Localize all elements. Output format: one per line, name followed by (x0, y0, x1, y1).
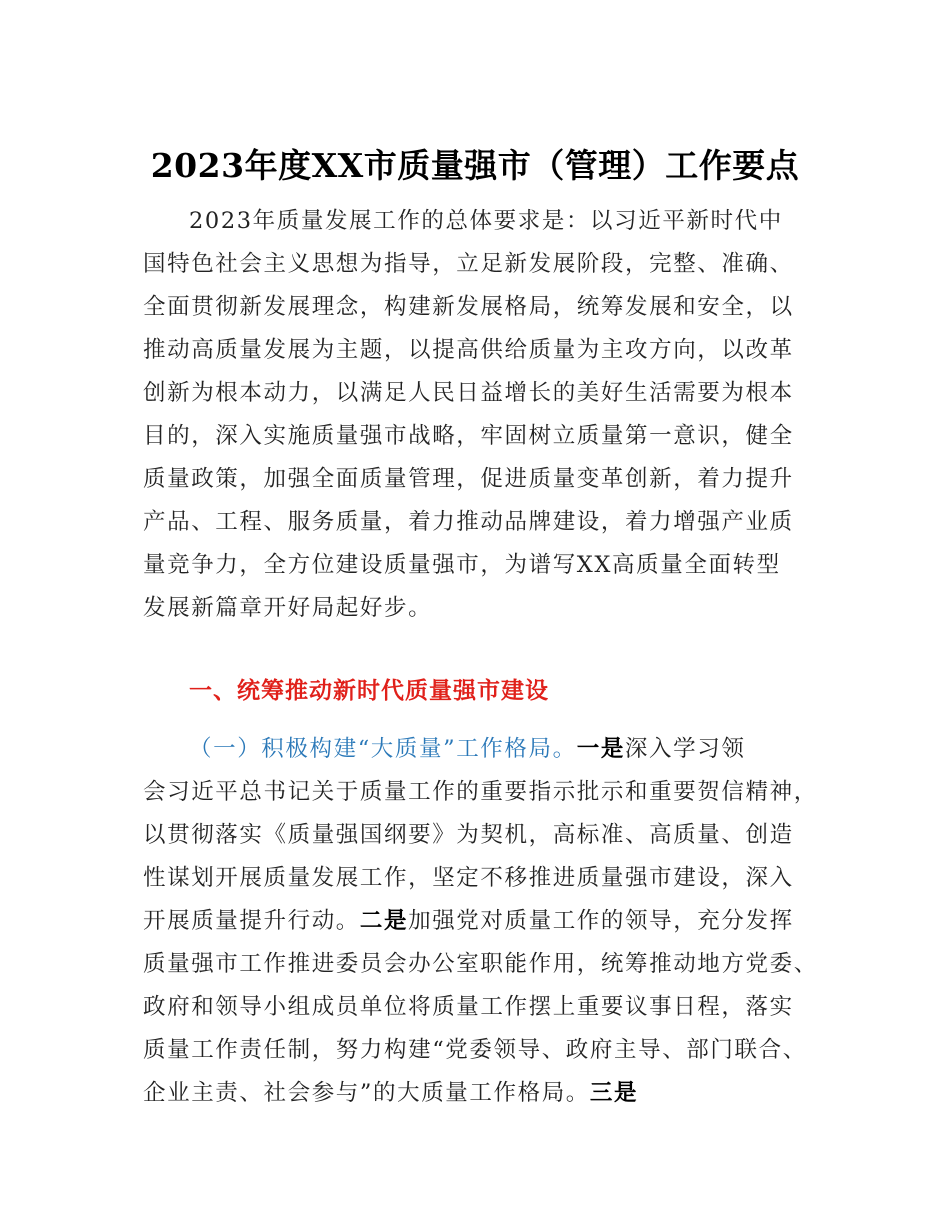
intro-line: 目的，深入实施质量强市战略，牢固树立质量第一意识，健全 (143, 423, 794, 449)
intro-line: 发展新篇章开好局起好步。 (143, 595, 433, 621)
section-line (143, 1072, 843, 1115)
sub-heading: （一）积极构建“大质量”工作格局。 (189, 736, 577, 762)
point-marker: 一是 (576, 736, 625, 762)
section-text: 深入学习领 (624, 736, 746, 762)
section-line: 质量强市工作推进委员会办公室职能作用，统筹推动地方党委、 (143, 951, 818, 977)
intro-line: 推动高质量发展为主题，以提高供给质量为主攻方向，以改革 (143, 337, 794, 363)
intro-line: 质量政策，加强全面质量管理，促进质量变革创新，着力提升 (143, 466, 794, 492)
section-line: 质量工作责任制，努力构建“党委领导、政府主导、部门联合、 (143, 1037, 807, 1063)
intro-line: 量竞争力，全方位建设质量强市，为谱写XX高质量全面转型 (143, 552, 781, 578)
section-line: 以贯彻落实《质量强国纲要》为契机，高标准、高质量、创造 (143, 822, 794, 848)
section-line: 性谋划开展质量发展工作，坚定不移推进质量强市建设，深入 (143, 865, 794, 891)
section-heading: 一、统筹推动新时代质量强市建设 (189, 678, 549, 704)
section-text: 企业主责、社会参与”的大质量工作格局。 (143, 1080, 590, 1106)
point-marker: 二是 (359, 908, 409, 934)
point-marker: 三是 (589, 1080, 639, 1106)
section-text: 加强党对质量工作的领导，充分发挥 (408, 908, 794, 934)
section-line (143, 900, 843, 943)
intro-line: 产品、工程、服务质量，着力推动品牌建设，着力增强产业质 (143, 509, 794, 535)
document-title: 2023年度XX市质量强市（管理）工作要点 (150, 146, 800, 185)
intro-line: 2023年质量发展工作的总体要求是：以习近平新时代中 (189, 208, 783, 234)
intro-line: 国特色社会主义思想为指导，立足新发展阶段，完整、准确、 (143, 251, 794, 277)
section-paragraph (143, 728, 843, 1115)
intro-paragraph (143, 200, 843, 630)
section-text: 开展质量提升行动。 (143, 908, 360, 934)
intro-line: 创新为根本动力，以满足人民日益增长的美好生活需要为根本 (143, 380, 794, 406)
section-line: 政府和领导小组成员单位将质量工作摆上重要议事日程，落实 (143, 994, 794, 1020)
section-line: 会习近平总书记关于质量工作的重要指示批示和重要贺信精神， (143, 779, 818, 805)
section-line (143, 728, 843, 771)
intro-line: 全面贯彻新发展理念，构建新发展格局，统筹发展和安全，以 (143, 294, 794, 320)
